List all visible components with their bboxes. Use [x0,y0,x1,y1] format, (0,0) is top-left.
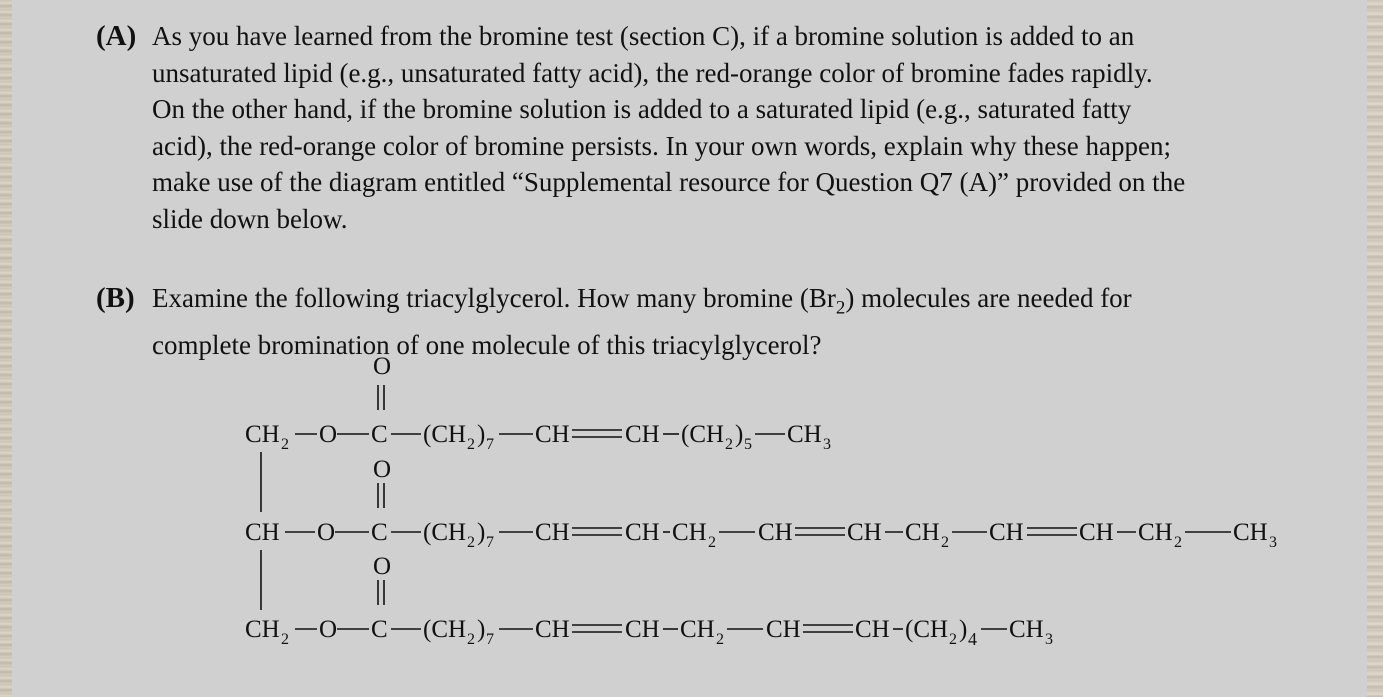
svg-text:2: 2 [708,534,716,551]
carbonyl-oxygen-1: O [373,353,392,380]
svg-text:CH: CH [245,616,280,643]
svg-text:): ) [735,421,744,448]
question-a-line-3: On the other hand, if the bromine solution is added to a saturated lipid (e.g., saturated fatty [152,94,1132,124]
svg-text:CH: CH [535,421,570,448]
svg-text:): ) [477,519,486,546]
svg-text:(CH: (CH [423,519,467,546]
svg-text:(CH: (CH [681,421,725,448]
svg-text:C: C [371,421,388,448]
question-b-line-1: (B) Examine the following triacylglycerol. How many bromine $(Br_2)$ molecules are needed for [96,282,1132,319]
question-a [96,18,1326,237]
svg-text:2: 2 [281,436,289,453]
svg-text:4: 4 [968,629,977,649]
row-2-chain [245,519,1277,551]
svg-text:CH: CH [1233,519,1268,546]
right-edge-texture [1367,0,1383,697]
svg-text:(CH: (CH [905,616,949,643]
svg-text:(CH: (CH [423,421,467,448]
question-a-line-4: acid), the red-orange color of bromine persists. In your own words, explain why these happen; [152,130,1171,161]
svg-text:CH: CH [625,421,660,448]
svg-text:CH: CH [625,519,660,546]
svg-text:2: 2 [716,631,724,648]
svg-text:2: 2 [467,631,475,648]
svg-text:2: 2 [725,436,733,453]
svg-text:CH: CH [855,616,890,643]
svg-text:7: 7 [486,534,494,551]
svg-text:2: 2 [467,534,475,551]
svg-text:O: O [317,519,336,546]
bonds [261,385,1231,632]
row-3-chain [245,616,1053,649]
svg-text:7: 7 [486,631,494,648]
svg-text:CH: CH [245,421,280,448]
svg-text:CH: CH [758,519,793,546]
svg-text:CH: CH [989,519,1024,546]
question-b-line-2: complete bromination of one molecule of this triacylglycerol? [152,329,822,360]
question-a-line-1: (A) As you have learned from the bromine test (section C), if a bromine solution is added to an [96,18,1326,55]
svg-text:CH: CH [787,421,822,448]
svg-text:CH: CH [1079,519,1114,546]
svg-text:CH: CH [1138,519,1173,546]
question-a-line-5: make use of the diagram entitled “Supplemental resource for Question Q7 (A)” provided on the [152,167,1186,197]
svg-text:7: 7 [486,436,494,453]
svg-text:5: 5 [744,436,752,453]
svg-text:C: C [371,519,388,546]
row-1-chain [245,421,831,453]
question-b-label: (B) [96,282,135,314]
carbonyl-oxygen-2: O [373,456,392,483]
carbonyl-oxygen-3: O [373,553,392,580]
svg-text:(CH: (CH [423,616,467,643]
svg-text:CH: CH [535,616,570,643]
svg-text:O: O [319,616,338,643]
triacylglycerol-structure [245,352,1345,652]
question-a-line-2: unsaturated lipid (e.g., unsaturated fatty acid), the red-orange color of bromine fades rapidly. [152,57,1153,88]
svg-text:): ) [959,616,968,643]
svg-text:3: 3 [823,436,831,453]
svg-text:2: 2 [467,436,475,453]
svg-text:CH: CH [672,519,707,546]
svg-text:C: C [371,616,388,643]
svg-text:CH: CH [766,616,801,643]
svg-text:CH: CH [535,519,570,546]
svg-text:2: 2 [949,631,957,648]
svg-text:CH: CH [625,616,660,643]
question-a-label: (A) [96,20,137,52]
svg-text:O: O [319,421,338,448]
svg-text:3: 3 [1269,534,1277,551]
svg-text:CH: CH [847,519,882,546]
question-a-line-6: slide down below. [152,203,348,234]
svg-text:): ) [477,421,486,448]
svg-text:CH: CH [905,519,940,546]
svg-text:CH: CH [1009,616,1044,643]
svg-text:CH: CH [245,519,280,546]
svg-text:2: 2 [941,534,949,551]
svg-text:2: 2 [281,631,289,648]
svg-text:CH: CH [680,616,715,643]
question-b [96,280,1326,363]
svg-text:): ) [477,616,486,643]
svg-text:3: 3 [1045,631,1053,648]
svg-text:2: 2 [1174,534,1182,551]
left-edge-texture [0,0,12,697]
